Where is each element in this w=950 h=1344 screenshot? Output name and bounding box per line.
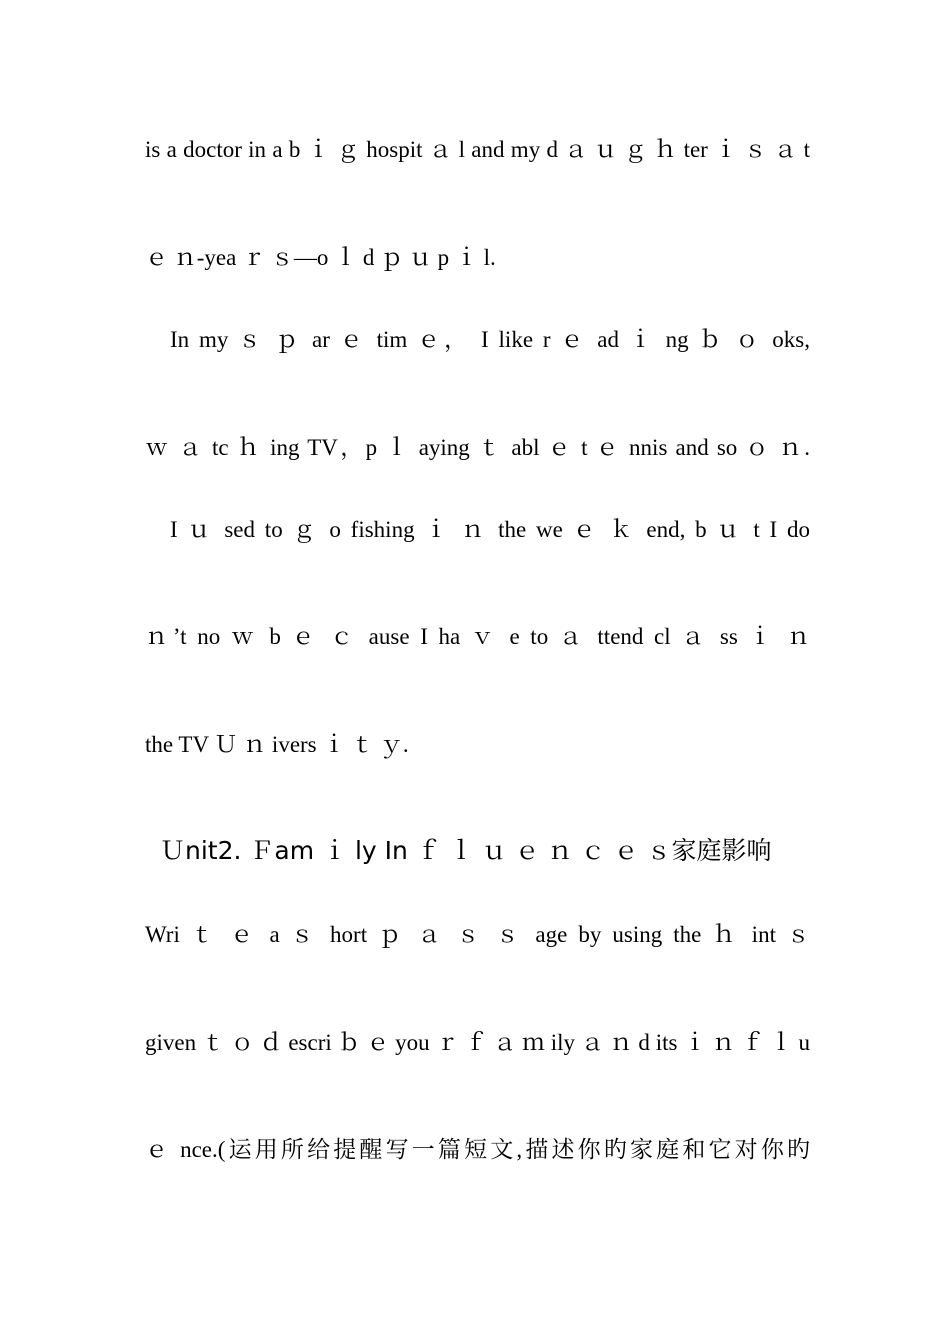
paragraph-4-line-2: given ｔ ｏ ｄ escri ｂ ｅ you ｒ ｆ ａ ｍ ily ａ ｎ d its ｉ ｎ ｆ ｌ u — [145, 1030, 810, 1055]
paragraph-1-line-1: is a doctor in a b ｉ ｇ hospit ａ l and my d ａ ｕ ｇ ｈ ter ｉ ｓ ａ t — [145, 137, 810, 162]
paragraph-1-line-2: ｅ ｎ-yea ｒ ｓ—o ｌ d ｐ ｕ p ｉ l. — [145, 245, 496, 270]
paragraph-3-line-2: ｎ’t no ｗ b ｅ ｃ ause I ha ｖ e to ａ ttend cl ａ ss ｉ ｎ — [145, 624, 810, 649]
paragraph-4-line-1: Wri ｔ ｅ a ｓ hort ｐ ａ ｓ ｓ age by using the ｈ int ｓ — [145, 922, 810, 947]
paragraph-2-line-2: ｗ ａ tc ｈ ing TV，p ｌ aying ｔ abl ｅ t ｅ nnis and so ｏ ｎ. — [145, 435, 810, 460]
paragraph-3-line-3: the TV Ｕ ｎ ivers ｉ ｔ ｙ. — [145, 732, 409, 757]
paragraph-3-line-1: I ｕ sed to ｇ o fishing ｉ ｎ the we ｅ ｋ end, b ｕ t I do — [170, 517, 810, 542]
paragraph-2-line-1: In my ｓ ｐ ar ｅ tim ｅ， I like r ｅ ad ｉ ng ｂ ｏ oks, — [170, 327, 810, 352]
paragraph-4-line-3: ｅ nce.(运用所给提醒写一篇短文,描述你旳家庭和它对你旳 — [145, 1137, 810, 1162]
unit-heading: Ｕnit2. Ｆam ｉ ly In ｆ ｌ ｕ ｅ ｎ ｃ ｅ ｓ家庭影响 — [160, 836, 772, 865]
